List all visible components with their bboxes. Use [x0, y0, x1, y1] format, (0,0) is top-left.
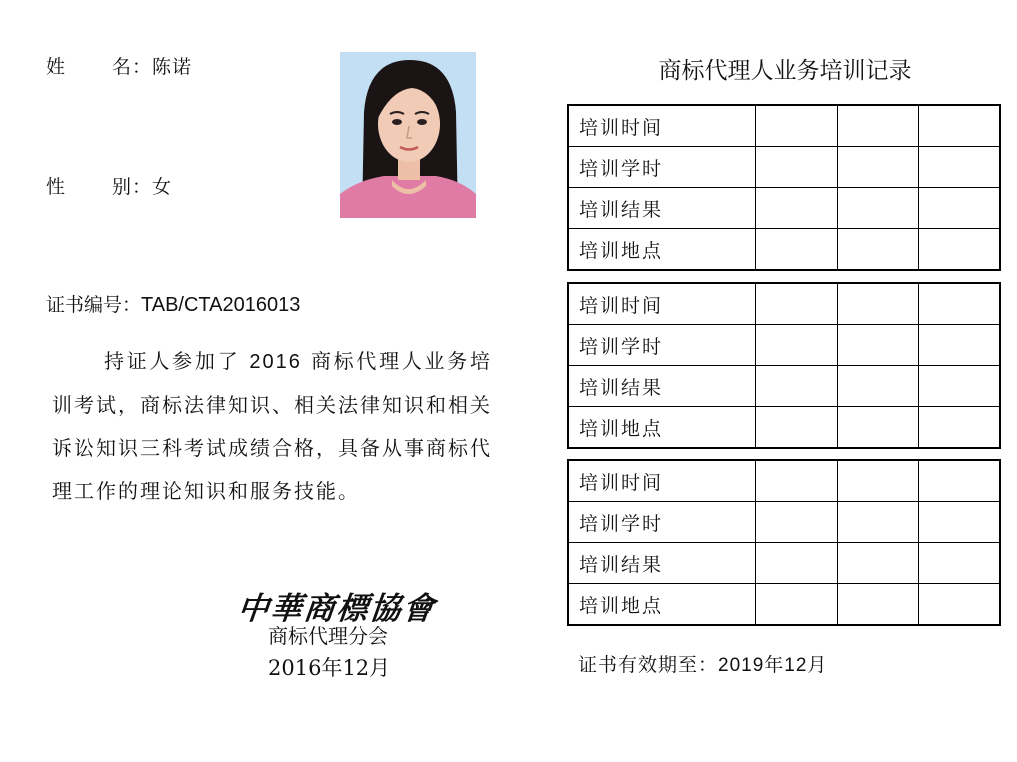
name-label-2: 名：	[112, 56, 153, 78]
table-row	[568, 502, 1000, 543]
blank-cell	[837, 325, 918, 366]
validity-value: 2019年12月	[718, 655, 828, 676]
blank-cell	[918, 229, 1000, 271]
table-row	[568, 147, 1000, 188]
row-label: 培训时间	[568, 105, 756, 147]
issue-date: 2016年12月	[268, 656, 391, 680]
blank-cell	[837, 105, 918, 147]
gender-label-2: 别：	[112, 176, 153, 198]
table-row	[568, 460, 1000, 502]
blank-cell	[756, 283, 837, 325]
blank-cell	[756, 543, 837, 584]
table-row	[568, 366, 1000, 407]
table-row	[568, 188, 1000, 229]
row-label: 培训结果	[568, 543, 756, 584]
blank-cell	[837, 543, 918, 584]
training-record-title: 商标代理人业务培训记录	[658, 58, 912, 84]
blank-cell	[756, 188, 837, 229]
row-label: 培训学时	[568, 325, 756, 366]
table-row	[568, 584, 1000, 626]
cert-no-label: 证书编号：	[46, 294, 142, 316]
blank-cell	[918, 407, 1000, 449]
table-row	[568, 325, 1000, 366]
blank-cell	[756, 325, 837, 366]
blank-cell	[756, 229, 837, 271]
blank-cell	[918, 188, 1000, 229]
blank-cell	[918, 502, 1000, 543]
id-photo	[340, 52, 476, 218]
blank-cell	[837, 147, 918, 188]
row-label: 培训结果	[568, 188, 756, 229]
blank-cell	[756, 460, 837, 502]
name-value: 陈诺	[152, 56, 193, 78]
certificate-statement	[52, 340, 492, 513]
blank-cell	[918, 366, 1000, 407]
table-row	[568, 407, 1000, 449]
cert-no-value: TAB/CTA2016013	[141, 294, 301, 316]
statement-part-1: 持证人参加了	[104, 349, 241, 373]
blank-cell	[918, 147, 1000, 188]
training-record-table-1	[567, 104, 1001, 271]
blank-cell	[756, 105, 837, 147]
table-row	[568, 543, 1000, 584]
row-label: 培训学时	[568, 502, 756, 543]
blank-cell	[837, 188, 918, 229]
issuer-calligraphy-seal: 中華商標協會	[235, 591, 438, 627]
certificate-number	[46, 290, 300, 317]
blank-cell	[837, 584, 918, 626]
blank-cell	[756, 147, 837, 188]
gender-label-1: 性	[46, 176, 67, 198]
statement-year: 2016	[249, 351, 302, 373]
row-label: 培训结果	[568, 366, 756, 407]
blank-cell	[756, 584, 837, 626]
row-label: 培训学时	[568, 147, 756, 188]
blank-cell	[918, 584, 1000, 626]
name-field	[46, 52, 192, 79]
name-label-1: 姓	[46, 56, 67, 78]
blank-cell	[918, 325, 1000, 366]
blank-cell	[918, 283, 1000, 325]
blank-cell	[837, 229, 918, 271]
blank-cell	[837, 460, 918, 502]
row-label: 培训时间	[568, 283, 756, 325]
portrait-image	[340, 52, 476, 218]
table-row	[568, 283, 1000, 325]
blank-cell	[837, 407, 918, 449]
training-record-table-3	[567, 459, 1001, 626]
table-row	[568, 229, 1000, 271]
row-label: 培训时间	[568, 460, 756, 502]
blank-cell	[756, 366, 837, 407]
blank-cell	[837, 502, 918, 543]
blank-cell	[918, 543, 1000, 584]
blank-cell	[837, 366, 918, 407]
row-label: 培训地点	[568, 407, 756, 449]
blank-cell	[837, 283, 918, 325]
gender-value: 女	[152, 176, 173, 198]
training-record-table-2	[567, 282, 1001, 449]
validity-label: 证书有效期至：	[578, 654, 719, 676]
blank-cell	[756, 407, 837, 449]
row-label: 培训地点	[568, 229, 756, 271]
row-label: 培训地点	[568, 584, 756, 626]
blank-cell	[918, 460, 1000, 502]
blank-cell	[756, 502, 837, 543]
issuer-branch: 商标代理分会	[268, 624, 388, 648]
statement-part-2: 商标代理人业务培训考试，商标法律知识、相关法律知识和相关诉讼知识三科考试成绩合格，具备从事商标代理工作的理论知识和服务技能。	[52, 349, 492, 503]
gender-field	[46, 172, 172, 199]
blank-cell	[918, 105, 1000, 147]
validity-date	[578, 650, 827, 677]
table-row	[568, 105, 1000, 147]
